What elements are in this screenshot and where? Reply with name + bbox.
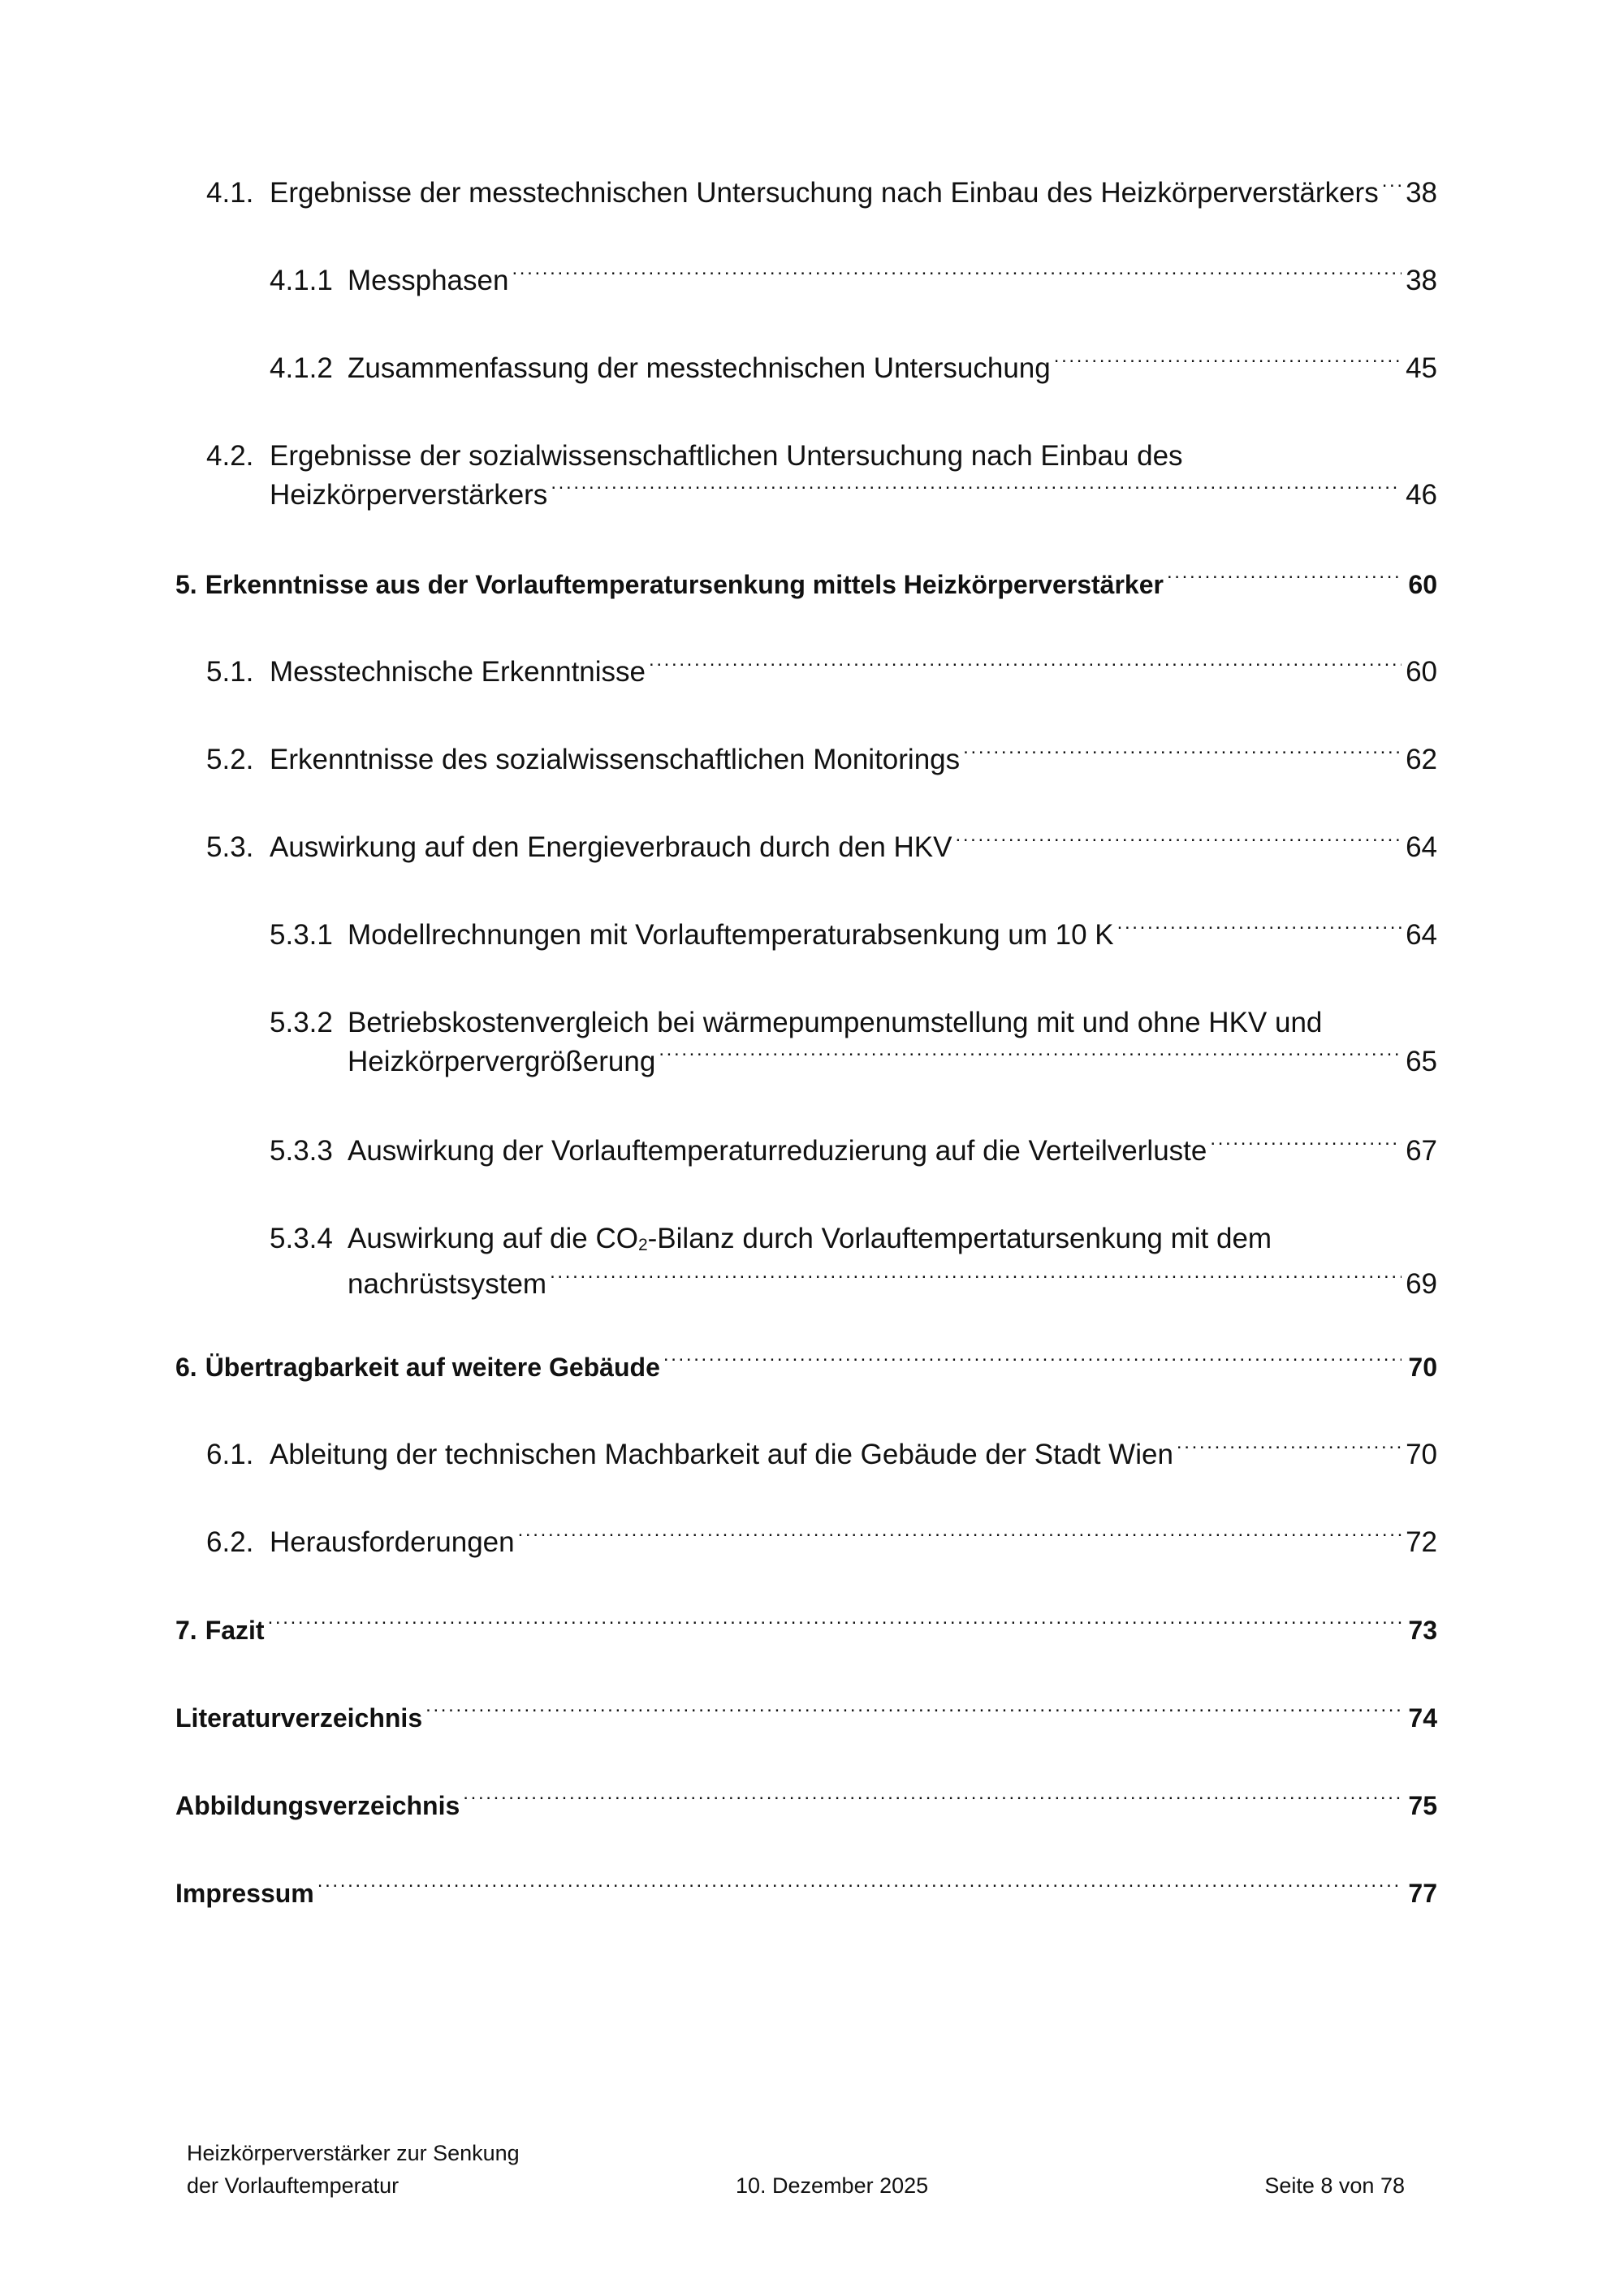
toc-entry-page: 45 xyxy=(1406,352,1437,384)
toc-leader-dots xyxy=(659,1042,1402,1071)
toc-entry[interactable] xyxy=(175,740,1437,779)
toc-leader-dots xyxy=(512,261,1402,290)
toc-leader-dots xyxy=(1210,1132,1402,1160)
toc-entry[interactable] xyxy=(175,653,1437,692)
toc-leader-dots xyxy=(551,476,1402,504)
toc-entry-page: 73 xyxy=(1408,1616,1437,1645)
footer-date: 10. Dezember 2025 xyxy=(736,2173,929,2198)
toc-entry[interactable] xyxy=(175,1348,1437,1387)
toc-entry-page: 75 xyxy=(1408,1791,1437,1820)
toc-leader-dots xyxy=(425,1701,1402,1727)
toc-leader-dots xyxy=(963,740,1402,769)
toc-entry-title-continued: Heizkörpervergrößerung xyxy=(348,1046,656,1077)
toc-entry-page: 60 xyxy=(1406,656,1437,688)
toc-entry[interactable] xyxy=(175,916,1437,955)
toc-entry-title: Impressum xyxy=(175,1879,314,1908)
toc-leader-dots xyxy=(550,1265,1402,1293)
toc-entry-page: 70 xyxy=(1408,1353,1437,1382)
toc-entry-title: Abbildungsverzeichnis xyxy=(175,1791,460,1820)
toc-entry-page: 46 xyxy=(1406,479,1437,511)
toc-entry[interactable] xyxy=(175,261,1437,300)
toc-entry[interactable] xyxy=(175,349,1437,388)
toc-entry-title: Übertragbarkeit auf weitere Gebäude xyxy=(205,1353,660,1382)
toc-leader-dots xyxy=(1054,349,1402,378)
toc-entry-number: 5.1. xyxy=(206,656,254,688)
toc-entry-title: Betriebskostenvergleich bei wärmepumpenumstellung mit und ohne HKV und xyxy=(348,1007,1323,1038)
toc-entry-number: 5.3. xyxy=(206,831,254,863)
toc-entry-number: 4.1. xyxy=(206,177,254,209)
toc-leader-dots xyxy=(1167,568,1402,593)
toc-leader-dots xyxy=(317,1876,1402,1902)
footer-page-number: Seite 8 von 78 xyxy=(1264,2173,1405,2198)
toc-entry-title: Erkenntnisse des sozialwissenschaftlichen Monitorings xyxy=(270,744,961,775)
toc-leader-dots xyxy=(1382,174,1402,202)
toc-entry-number: 4.1.2 xyxy=(270,352,333,384)
toc-entry-title: Literaturverzeichnis xyxy=(175,1703,423,1733)
toc-entry-number: 5. xyxy=(175,570,197,599)
toc-leader-dots xyxy=(1117,916,1402,944)
toc-entry-page: 69 xyxy=(1406,1268,1437,1301)
toc-entry-page: 74 xyxy=(1408,1703,1437,1733)
toc-entry-title-continued: nachrüstsystem xyxy=(348,1268,547,1301)
toc-entry-number: 5.3.4 xyxy=(270,1223,333,1254)
toc-entry-number: 5.3.3 xyxy=(270,1135,333,1167)
toc-entry-page: 72 xyxy=(1406,1526,1437,1558)
toc-entry-title: Messphasen xyxy=(348,265,509,296)
toc-entry[interactable] xyxy=(175,1523,1437,1562)
toc-entry[interactable] xyxy=(175,1611,1437,1650)
toc-entry-title: Modellrechnungen mit Vorlauftemperaturabsenkung um 10 K xyxy=(348,919,1114,951)
toc-leader-dots xyxy=(1177,1435,1402,1464)
toc-entry-page: 65 xyxy=(1406,1046,1437,1077)
toc-leader-dots xyxy=(649,653,1402,681)
toc-entry-title: Ergebnisse der sozialwissenschaftlichen Untersuchung nach Einbau des xyxy=(270,440,1183,472)
toc-entry[interactable] xyxy=(175,1003,1437,1081)
toc-entry-title: Auswirkung auf die $CO_2$-Bilanz durch Vorlauftempertatursenkung mit dem xyxy=(348,1223,1272,1255)
toc-entry-number: 6.1. xyxy=(206,1439,254,1470)
toc-entry-title: Erkenntnisse aus der Vorlauftemperatursenkung mittels Heizkörperverstärker xyxy=(205,570,1164,599)
toc-entry-number: 6. xyxy=(175,1353,197,1382)
toc-entry[interactable] xyxy=(175,1698,1437,1737)
toc-entry[interactable] xyxy=(175,1132,1437,1171)
toc-entry-title: Ergebnisse der messtechnischen Untersuchung nach Einbau des Heizkörperverstärkers xyxy=(270,177,1379,209)
toc-entry-title: Messtechnische Erkenntnisse xyxy=(270,656,646,688)
toc-entry-page: 64 xyxy=(1406,919,1437,951)
toc-entry[interactable] xyxy=(175,565,1437,604)
toc-leader-dots xyxy=(268,1613,1402,1639)
toc-entry-page: 38 xyxy=(1406,265,1437,296)
toc-entry-page: 62 xyxy=(1406,744,1437,775)
toc-entry[interactable] xyxy=(175,1435,1437,1474)
toc-entry-title-continued: Heizkörperverstärkers xyxy=(270,479,548,511)
toc-leader-dots xyxy=(463,1789,1402,1815)
toc-entry[interactable] xyxy=(175,437,1437,515)
toc-entry-number: 7. xyxy=(175,1616,197,1645)
toc-entry-number: 4.1.1 xyxy=(270,265,333,296)
toc-entry-number: 6.2. xyxy=(206,1526,254,1558)
toc-entry[interactable] xyxy=(175,1874,1437,1913)
toc-entry[interactable] xyxy=(175,828,1437,867)
toc-entry[interactable] xyxy=(175,174,1437,213)
toc-entry[interactable] xyxy=(175,1219,1437,1304)
toc-entry-number: 4.2. xyxy=(206,440,254,472)
toc-entry-title: Herausforderungen xyxy=(270,1526,515,1558)
toc-entry-title: Fazit xyxy=(205,1616,265,1645)
toc-leader-dots xyxy=(518,1523,1402,1552)
toc-entry[interactable] xyxy=(175,1786,1437,1825)
footer-document-title: Heizkörperverstärker zur Senkung der Vorlauftemperatur xyxy=(187,2141,520,2198)
toc-entry-page: 77 xyxy=(1408,1879,1437,1908)
toc-entry-title: Auswirkung der Vorlauftemperaturreduzierung auf die Verteilverluste xyxy=(348,1135,1207,1167)
toc-entry-page: 60 xyxy=(1408,570,1437,599)
toc-entry-page: 67 xyxy=(1406,1135,1437,1167)
toc-entry-title: Ableitung der technischen Machbarkeit auf die Gebäude der Stadt Wien xyxy=(270,1439,1173,1470)
toc-leader-dots xyxy=(956,828,1402,857)
toc-entry-title: Zusammenfassung der messtechnischen Untersuchung xyxy=(348,352,1051,384)
toc-entry-number: 5.3.2 xyxy=(270,1007,333,1038)
toc-entry-number: 5.2. xyxy=(206,744,254,775)
toc-entry-page: 70 xyxy=(1406,1439,1437,1470)
toc-leader-dots xyxy=(663,1350,1402,1376)
toc-entry-number: 5.3.1 xyxy=(270,919,333,951)
toc-entry-title: Auswirkung auf den Energieverbrauch durch den HKV xyxy=(270,831,952,863)
toc-entry-page: 64 xyxy=(1406,831,1437,863)
toc-entry-page: 38 xyxy=(1406,177,1437,209)
